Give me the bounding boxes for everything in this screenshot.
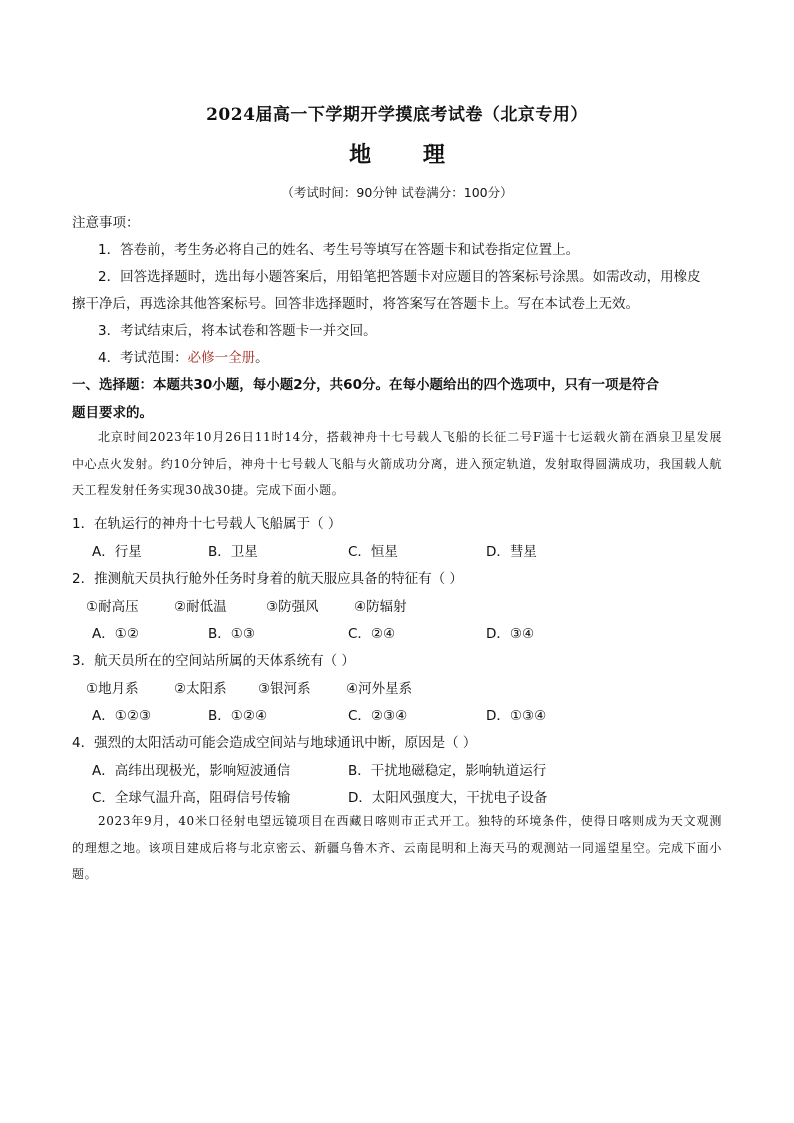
question-3-stem: 3．航天员所在的空间站所属的天体系统有（ ） [72, 653, 355, 669]
note-item-1: 1．答卷前，考生务必将自己的姓名、考生号等填写在答题卡和试卷指定位置上。 [98, 242, 580, 258]
subject-title: 地 理 [349, 142, 467, 168]
question-4-option-b: B．干扰地磁稳定，影响轨道运行 [348, 763, 547, 779]
question-3-option-b: B．①②④ [208, 708, 268, 724]
passage-2: 2023年9月，40米口径射电望远镜项目在西藏日喀则市正式开工。独特的环境条件，使得日喀则成为天文观测的理想之地。该项目建成后将与北京密云、新疆乌鲁木齐、云南昆明和上海天马的观测站一同遥望星空。完成下面小题。 [72, 814, 722, 881]
question-4-options-row-2 [92, 786, 732, 806]
question-4-option-d: D．太阳风强度大，干扰电子设备 [348, 790, 548, 806]
passage-1: 北京时间2023年10月26日11时14分，搭载神舟十七号载人飞船的长征二号F遥十七运载火箭在酒泉卫星发展中心点火发射。约10分钟后，神舟十七号载人飞船与火箭成功分离，进入预定轨道，发射取得圆满成功，我国载人航天工程发射任务实现30战30捷。完成下面小题。 [72, 430, 722, 497]
question-2-options [92, 622, 732, 642]
note-item-4-prefix: 4．考试范围： [98, 350, 188, 366]
question-4-option-c: C．全球气温升高，阻碍信号传输 [92, 790, 291, 806]
question-2-item-4: ④防辐射 [354, 599, 407, 615]
question-2-item-2: ②耐低温 [174, 599, 227, 615]
exam-scope: 必修一全册 [187, 350, 256, 366]
note-item-3: 3．考试结束后，将本试卷和答题卡一并交回。 [98, 323, 377, 339]
section-1-heading-line-2: 题目要求的。 [72, 405, 153, 421]
question-2-item-1: ①耐高压 [86, 599, 139, 615]
question-2-option-a: A．①② [92, 626, 139, 642]
note-item-4 [98, 346, 732, 366]
note-item-4-suffix: 。 [255, 350, 269, 366]
question-2-item-3: ③防强风 [266, 599, 319, 615]
question-1-options [92, 540, 732, 560]
question-3-options [92, 704, 732, 724]
question-3-item-3: ③银河系 [258, 681, 311, 697]
note-item-2-line-1: 2．回答选择题时，选出每小题答案后，用铅笔把答题卡对应题目的答案标号涂黑。如需改动，用橡皮 [98, 269, 701, 285]
question-2-option-b: B．①③ [208, 626, 255, 642]
question-3-item-2: ②太阳系 [174, 681, 227, 697]
question-3-option-a: A．①②③ [92, 708, 152, 724]
question-3-item-4: ④河外星系 [346, 681, 413, 697]
section-1-heading-line-1: 一、选择题：本题共30小题，每小题2分，共60分。在每小题给出的四个选项中，只有一项是符合 [72, 377, 659, 393]
question-2-items [86, 595, 726, 615]
question-1-option-c: C．恒星 [348, 544, 398, 560]
notes-heading: 注意事项： [72, 215, 140, 231]
question-2-stem: 2．推测航天员执行舱外任务时身着的航天服应具备的特征有（ ） [72, 571, 463, 587]
question-4-option-a: A．高纬出现极光，影响短波通信 [92, 763, 291, 779]
exam-title: 2024届高一下学期开学摸底考试卷（北京专用） [206, 105, 588, 125]
note-item-2-line-2: 擦干净后，再选涂其他答案标号。回答非选择题时，将答案写在答题卡上。写在本试卷上无效。 [72, 296, 639, 312]
question-1-option-b: B．卫星 [208, 544, 258, 560]
question-3-option-d: D．①③④ [486, 708, 547, 724]
question-1-option-d: D．彗星 [486, 544, 537, 560]
exam-info: （考试时间：90分钟 试卷满分：100分） [281, 185, 513, 200]
question-1-stem: 1．在轨运行的神舟十七号载人飞船属于（ ） [72, 516, 342, 532]
question-4-options-row-1 [92, 759, 732, 779]
question-2-option-d: D．③④ [486, 626, 535, 642]
question-1-option-a: A．行星 [92, 544, 142, 560]
question-3-items [86, 677, 726, 697]
question-4-stem: 4．强烈的太阳活动可能会造成空间站与地球通讯中断，原因是（ ） [72, 735, 477, 751]
question-3-item-1: ①地月系 [86, 681, 139, 697]
question-3-option-c: C．②③④ [348, 708, 408, 724]
question-2-option-c: C．②④ [348, 626, 396, 642]
